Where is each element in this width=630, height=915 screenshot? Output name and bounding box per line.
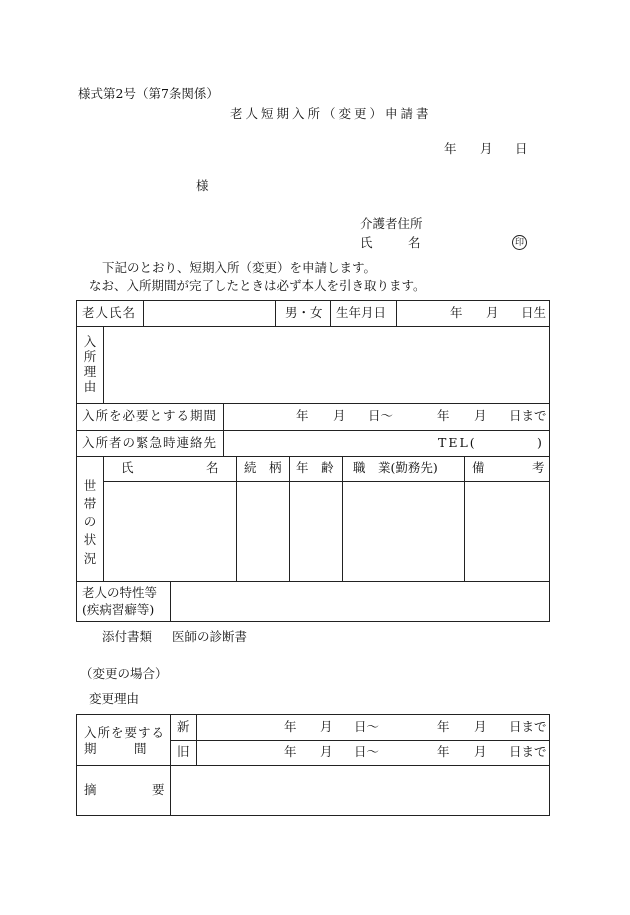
gender-label: 男・女 xyxy=(285,305,323,320)
table-line xyxy=(196,714,197,765)
period-month-label: 月 xyxy=(333,408,346,423)
table-line xyxy=(170,740,550,741)
emergency-contact-label: 入所者の緊急時連絡先 xyxy=(82,435,218,450)
table-line xyxy=(223,403,224,456)
col-note-label-1: 備 xyxy=(472,460,485,475)
period-until-label: 日まで xyxy=(509,408,547,423)
col-relation-label: 続 柄 xyxy=(244,460,282,475)
tel-close: ) xyxy=(537,435,542,450)
seal-mark: 印 xyxy=(512,235,527,250)
intro-line-2: なお、入所期間が完了したときは必ず本人を引き取ります。 xyxy=(89,278,426,293)
old-label: 旧 xyxy=(177,744,190,759)
admission-reason-label: 入 所 理 由 xyxy=(83,334,97,394)
old-until-label: 日まで xyxy=(509,744,547,759)
table-line xyxy=(464,456,465,581)
date-year-label: 年 xyxy=(444,141,457,156)
new-month-label-2: 月 xyxy=(474,719,487,734)
intro-line-1: 下記のとおり、短期入所（変更）を申請します。 xyxy=(102,260,377,275)
birth-year-label: 年 xyxy=(450,305,463,320)
period-year-label-2: 年 xyxy=(437,408,450,423)
form-title: 老人短期入所（変更）申請書 xyxy=(230,106,432,121)
caregiver-name-label-1: 氏 xyxy=(360,235,373,250)
period-label: 入所を必要とする期間 xyxy=(82,408,218,423)
change-period-label-1: 入所を要する xyxy=(84,725,166,740)
new-until-label: 日まで xyxy=(509,719,547,734)
household-status-label: 世 帯 の 状 況 xyxy=(83,478,97,566)
table-line xyxy=(103,326,104,403)
change-reason-label: 変更理由 xyxy=(89,691,140,706)
table-line xyxy=(342,456,343,581)
period-year-label: 年 xyxy=(296,408,309,423)
addressee-suffix: 様 xyxy=(196,178,209,193)
new-month-label: 月 xyxy=(320,719,333,734)
table-line xyxy=(330,300,331,326)
table-line xyxy=(76,765,550,766)
table-line xyxy=(103,456,104,581)
date-day-label: 日 xyxy=(515,141,528,156)
col-name-label-1: 氏 xyxy=(121,460,134,475)
period-month-label-2: 月 xyxy=(474,408,487,423)
new-year-label-2: 年 xyxy=(437,719,450,734)
summary-label-2: 要 xyxy=(152,782,165,797)
old-from-label: 日〜 xyxy=(354,744,380,759)
table-line xyxy=(76,581,550,582)
table-line xyxy=(76,456,550,457)
change-period-label-2: 期 間 xyxy=(84,741,147,756)
tel-label: TEL( xyxy=(438,435,477,450)
table-line xyxy=(76,430,550,431)
table-line xyxy=(170,581,171,622)
period-from-label: 日〜 xyxy=(368,408,394,423)
table-line xyxy=(143,300,144,326)
traits-label-2: (疾病習癖等) xyxy=(82,602,155,617)
table-line xyxy=(170,714,171,816)
col-job-label: 職 業(勤務先) xyxy=(353,460,438,475)
attachments-label: 添付書類 xyxy=(102,629,153,644)
new-from-label: 日〜 xyxy=(354,719,380,734)
birthdate-label: 生年月日 xyxy=(336,305,387,320)
change-case-label: （変更の場合） xyxy=(80,666,168,681)
new-year-label: 年 xyxy=(284,719,297,734)
old-year-label: 年 xyxy=(284,744,297,759)
form-number: 様式第2号（第7条関係） xyxy=(78,86,219,101)
date-month-label: 月 xyxy=(480,141,493,156)
new-label: 新 xyxy=(177,719,190,734)
old-month-label: 月 xyxy=(320,744,333,759)
traits-label-1: 老人の特性等 xyxy=(82,585,158,600)
table-line xyxy=(289,456,290,581)
birth-month-label: 月 xyxy=(486,305,499,320)
table-line xyxy=(275,300,276,326)
summary-label-1: 摘 xyxy=(84,782,97,797)
table-line xyxy=(76,403,550,404)
table-line xyxy=(236,456,237,581)
attachments-value: 医師の診断書 xyxy=(172,629,248,644)
caregiver-address-label: 介護者住所 xyxy=(360,216,423,231)
table-line xyxy=(103,481,550,482)
old-year-label-2: 年 xyxy=(437,744,450,759)
col-name-label-2: 名 xyxy=(206,460,219,475)
caregiver-name-label-2: 名 xyxy=(408,235,421,250)
col-note-label-2: 考 xyxy=(532,460,545,475)
elder-name-label: 老人氏名 xyxy=(82,305,137,320)
col-age-label: 年 齢 xyxy=(296,460,334,475)
birth-day-label: 日生 xyxy=(521,305,547,320)
table-line xyxy=(396,300,397,326)
table-line xyxy=(76,326,550,327)
old-month-label-2: 月 xyxy=(474,744,487,759)
